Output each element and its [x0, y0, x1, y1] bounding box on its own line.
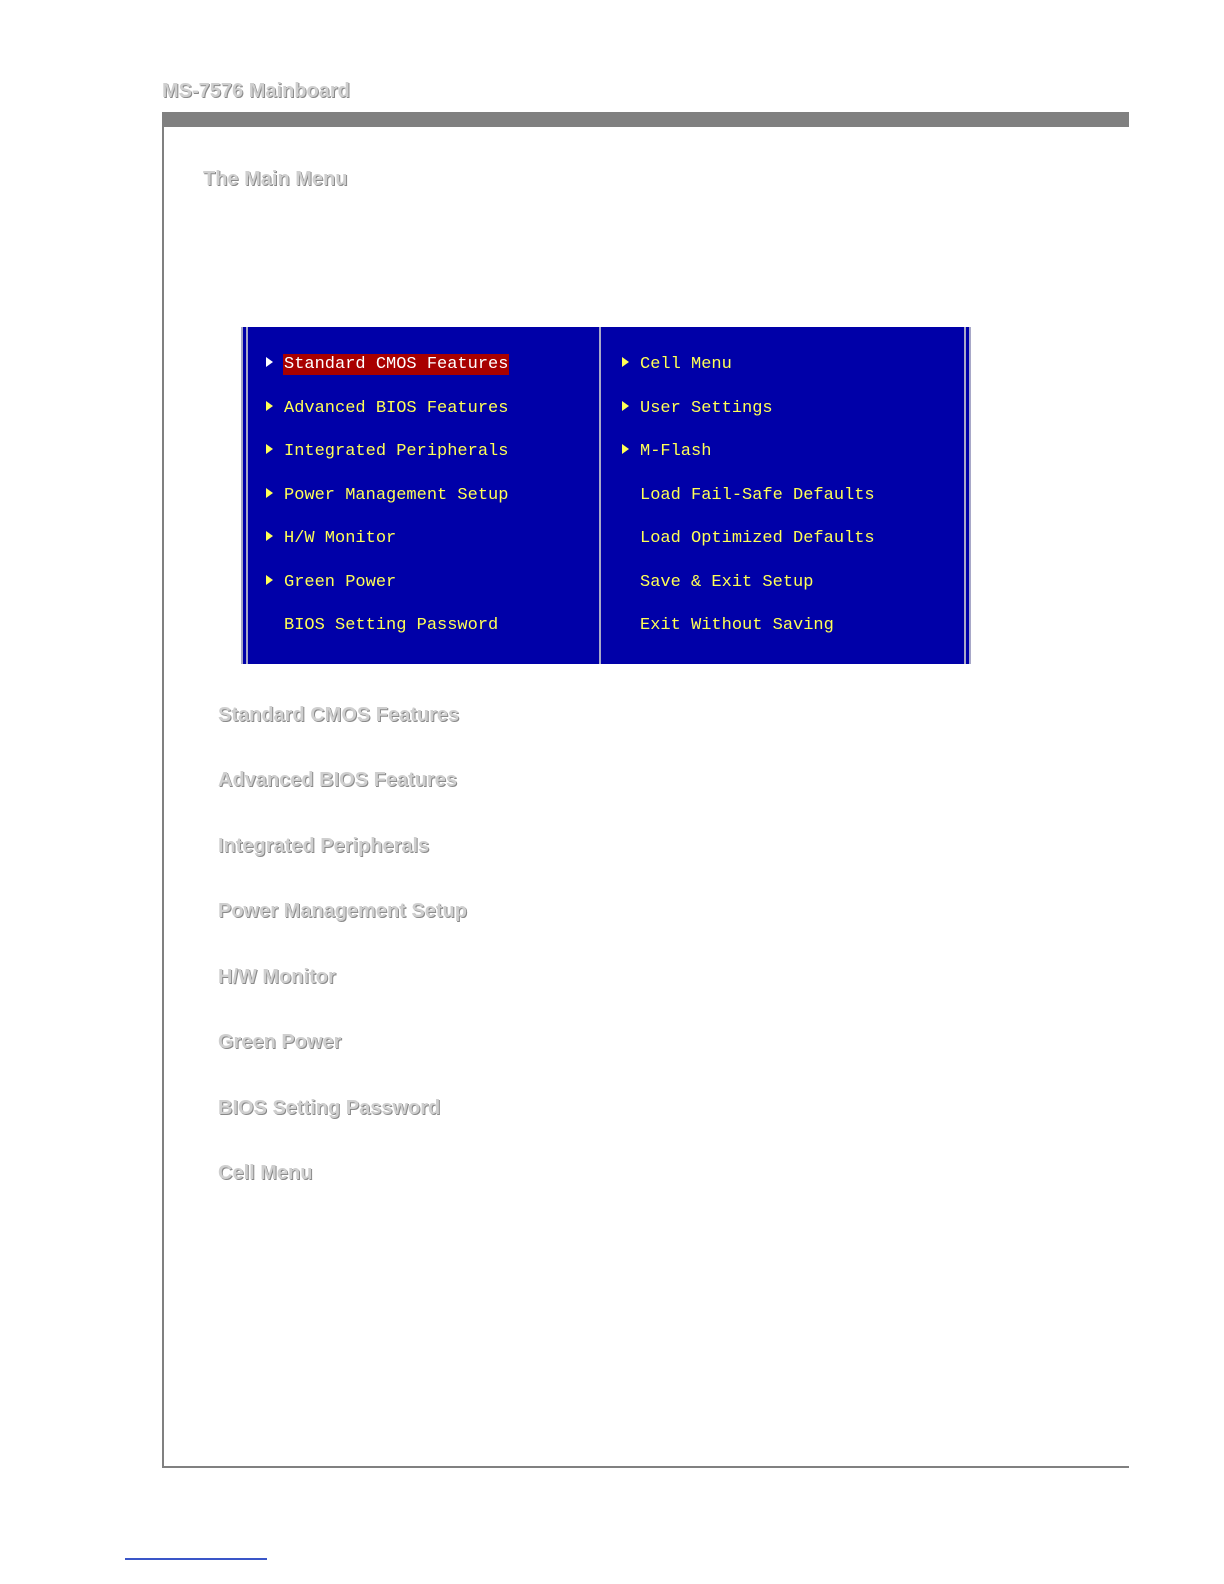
header-rule — [162, 112, 1129, 127]
description-heading: BIOS Setting Password — [218, 1097, 441, 1119]
left-margin-rule — [162, 112, 164, 1468]
description-heading: Standard CMOS Features — [218, 704, 460, 726]
bios-menu-item[interactable] — [622, 439, 876, 483]
submenu-arrow-icon — [622, 531, 629, 541]
description-heading: Integrated Peripherals — [218, 835, 430, 857]
submenu-arrow-icon — [622, 488, 629, 498]
description-heading: Power Management Setup — [218, 900, 467, 922]
bios-menu-item-label: Integrated Peripherals — [284, 442, 509, 461]
bios-menu-item-label: Save & Exit Setup — [640, 572, 814, 592]
bios-menu-item[interactable] — [266, 526, 509, 570]
bios-menu-item-label: H/W Monitor — [284, 529, 397, 548]
bios-menu-item[interactable] — [622, 483, 876, 527]
submenu-arrow-icon — [266, 531, 273, 541]
submenu-arrow-icon — [266, 488, 273, 498]
bios-menu-item[interactable] — [622, 396, 876, 440]
bios-menu-item-label: BIOS Setting Password — [284, 616, 499, 635]
footer-rule — [162, 1466, 1129, 1468]
bios-menu-item[interactable] — [266, 439, 509, 483]
description-heading: Advanced BIOS Features — [218, 769, 457, 791]
submenu-arrow-icon — [622, 357, 629, 367]
bios-menu-item-label: M-Flash — [640, 442, 712, 461]
bios-menu-item-label: User Settings — [640, 398, 773, 418]
bios-frame-right-outer — [969, 327, 971, 664]
submenu-arrow-icon — [622, 401, 629, 411]
bios-left-menu-column — [266, 352, 509, 657]
manual-header-title: MS-7576 Mainboard — [162, 80, 350, 102]
submenu-arrow-icon — [266, 357, 273, 367]
bios-frame-right-inner — [964, 327, 966, 664]
section-title: The Main Menu — [203, 168, 348, 190]
bios-menu-item[interactable] — [266, 396, 509, 440]
bios-menu-item-label: Exit Without Saving — [640, 616, 834, 635]
bios-menu-item[interactable] — [266, 570, 509, 614]
bios-menu-item-label: Advanced BIOS Features — [284, 398, 509, 418]
bios-menu-item-label: Load Optimized Defaults — [640, 529, 875, 548]
bios-main-menu-screen — [241, 327, 971, 664]
bios-menu-item-label: Standard CMOS Features — [284, 355, 509, 374]
bios-menu-item-label: Cell Menu — [640, 355, 732, 374]
bios-menu-item-label: Green Power — [284, 572, 397, 592]
description-heading: Cell Menu — [218, 1162, 313, 1184]
bios-menu-item[interactable] — [266, 613, 509, 657]
bios-menu-item[interactable] — [622, 613, 876, 657]
bios-menu-item[interactable] — [266, 352, 509, 396]
description-heading: Green Power — [218, 1031, 342, 1053]
bios-frame-left-inner — [246, 327, 248, 664]
submenu-arrow-icon — [266, 444, 273, 454]
bios-right-menu-column — [622, 352, 876, 657]
submenu-arrow-icon — [622, 618, 629, 628]
bios-menu-item-label: Power Management Setup — [284, 485, 509, 505]
bios-column-divider — [599, 327, 601, 664]
bios-menu-item[interactable] — [266, 483, 509, 527]
footer-link-underline — [125, 1558, 267, 1560]
description-heading: H/W Monitor — [218, 966, 336, 988]
submenu-arrow-icon — [266, 575, 273, 585]
submenu-arrow-icon — [266, 401, 273, 411]
bios-frame-left-outer — [241, 327, 243, 664]
bios-menu-item[interactable] — [622, 570, 876, 614]
submenu-arrow-icon — [266, 618, 273, 628]
bios-menu-item[interactable] — [622, 352, 876, 396]
bios-menu-item[interactable] — [622, 526, 876, 570]
submenu-arrow-icon — [622, 444, 629, 454]
bios-menu-item-label: Load Fail-Safe Defaults — [640, 485, 875, 505]
submenu-arrow-icon — [622, 575, 629, 585]
